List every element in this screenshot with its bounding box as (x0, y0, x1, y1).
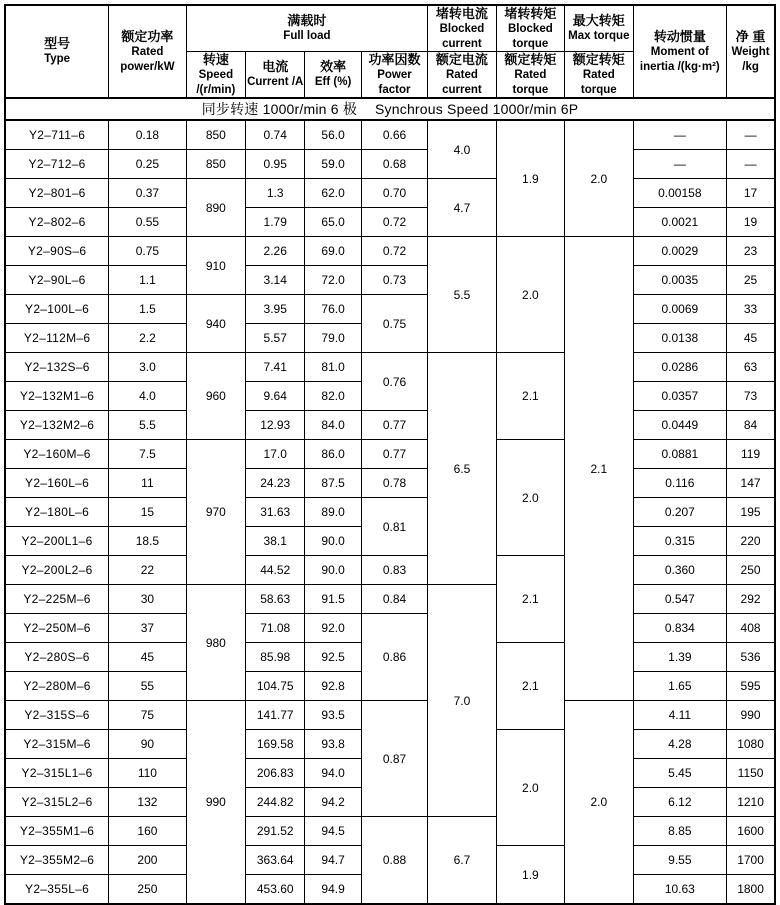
cell-weight: 73 (727, 382, 775, 411)
table-row (5, 179, 775, 208)
cell-weight: 25 (727, 266, 775, 295)
cell-current: 169.58 (246, 730, 305, 759)
cell-weight: 17 (727, 179, 775, 208)
header-weight: 净 重 Weight /kg (727, 5, 775, 98)
cell-current: 141.77 (246, 701, 305, 730)
cell-max-torque: 2.0 (565, 120, 633, 237)
cell-inertia: 0.547 (633, 585, 727, 614)
cell-efficiency: 93.8 (305, 730, 361, 759)
table-row (5, 150, 775, 179)
cell-speed: 890 (186, 179, 245, 237)
cell-rated-power: 160 (109, 817, 187, 846)
cell-current: 453.60 (246, 875, 305, 905)
cell-blocked-current: 5.5 (428, 237, 496, 353)
cell-rated-power: 11 (109, 469, 187, 498)
cell-current: 58.63 (246, 585, 305, 614)
cell-efficiency: 94.0 (305, 759, 361, 788)
table-row (5, 585, 775, 614)
cell-inertia: 0.0029 (633, 237, 727, 266)
cell-rated-power: 7.5 (109, 440, 187, 469)
cell-efficiency: 89.0 (305, 498, 361, 527)
cell-efficiency: 69.0 (305, 237, 361, 266)
cell-weight: 1700 (727, 846, 775, 875)
cell-weight: 33 (727, 295, 775, 324)
cell-weight: 84 (727, 411, 775, 440)
cell-inertia: 5.45 (633, 759, 727, 788)
cell-blocked-current: 7.0 (428, 585, 496, 817)
cell-power-factor: 0.77 (361, 440, 427, 469)
cell-rated-power: 0.55 (109, 208, 187, 237)
cell-blocked-torque: 2.0 (496, 440, 564, 556)
cell-rated-power: 5.5 (109, 411, 187, 440)
cell-rated-power: 0.18 (109, 120, 187, 150)
cell-weight: 220 (727, 527, 775, 556)
cell-inertia: 4.28 (633, 730, 727, 759)
cell-inertia: 0.0069 (633, 295, 727, 324)
cell-inertia: 0.116 (633, 469, 727, 498)
cell-weight: 1800 (727, 875, 775, 905)
table-row (5, 817, 775, 846)
cell-weight: 990 (727, 701, 775, 730)
cell-current: 31.63 (246, 498, 305, 527)
cell-current: 1.3 (246, 179, 305, 208)
cell-weight: — (727, 120, 775, 150)
cell-weight: 23 (727, 237, 775, 266)
cell-current: 1.79 (246, 208, 305, 237)
cell-speed: 960 (186, 353, 245, 440)
cell-efficiency: 56.0 (305, 120, 361, 150)
table-row (5, 701, 775, 730)
cell-efficiency: 93.5 (305, 701, 361, 730)
table-row (5, 411, 775, 440)
cell-efficiency: 76.0 (305, 295, 361, 324)
cell-type: Y2–160M–6 (5, 440, 109, 469)
cell-efficiency: 62.0 (305, 179, 361, 208)
cell-weight: — (727, 150, 775, 179)
cell-inertia: 0.0021 (633, 208, 727, 237)
cell-blocked-current: 6.7 (428, 817, 496, 905)
cell-inertia: 0.00158 (633, 179, 727, 208)
cell-power-factor: 0.68 (361, 150, 427, 179)
cell-current: 0.74 (246, 120, 305, 150)
cell-inertia: 0.0035 (633, 266, 727, 295)
cell-weight: 63 (727, 353, 775, 382)
cell-rated-power: 110 (109, 759, 187, 788)
cell-rated-power: 30 (109, 585, 187, 614)
cell-blocked-torque: 2.1 (496, 643, 564, 730)
cell-efficiency: 82.0 (305, 382, 361, 411)
section-band-row (5, 98, 775, 120)
cell-rated-power: 4.0 (109, 382, 187, 411)
cell-efficiency: 92.0 (305, 614, 361, 643)
header-rated-torque-ratio-blocked: 额定转矩 Rated torque (496, 52, 564, 99)
table-row (5, 440, 775, 469)
cell-current: 2.26 (246, 237, 305, 266)
cell-type: Y2–180L–6 (5, 498, 109, 527)
cell-efficiency: 65.0 (305, 208, 361, 237)
table-row (5, 208, 775, 237)
cell-inertia: 9.55 (633, 846, 727, 875)
cell-weight: 250 (727, 556, 775, 585)
table-row (5, 469, 775, 498)
cell-inertia: — (633, 150, 727, 179)
cell-weight: 292 (727, 585, 775, 614)
cell-inertia: 0.0138 (633, 324, 727, 353)
header-max-torque: 最大转矩 Max torque (565, 5, 633, 52)
cell-current: 9.64 (246, 382, 305, 411)
table-row (5, 498, 775, 527)
cell-type: Y2–90L–6 (5, 266, 109, 295)
cell-power-factor: 0.78 (361, 469, 427, 498)
cell-weight: 536 (727, 643, 775, 672)
header-efficiency: 效率 Eff (%) (305, 52, 361, 99)
cell-rated-power: 45 (109, 643, 187, 672)
cell-speed: 980 (186, 585, 245, 701)
cell-rated-power: 0.25 (109, 150, 187, 179)
cell-blocked-current: 4.7 (428, 179, 496, 237)
cell-power-factor: 0.88 (361, 817, 427, 905)
cell-efficiency: 92.5 (305, 643, 361, 672)
cell-type: Y2–802–6 (5, 208, 109, 237)
cell-speed: 850 (186, 120, 245, 150)
cell-type: Y2–315M–6 (5, 730, 109, 759)
cell-speed: 990 (186, 701, 245, 905)
cell-current: 24.23 (246, 469, 305, 498)
cell-type: Y2–132M1–6 (5, 382, 109, 411)
table-row (5, 237, 775, 266)
cell-inertia: 0.0881 (633, 440, 727, 469)
cell-type: Y2–712–6 (5, 150, 109, 179)
cell-type: Y2–280S–6 (5, 643, 109, 672)
header-inertia: 转动惯量 Moment of inertia /(kg·m²) (633, 5, 727, 98)
table-row (5, 120, 775, 150)
cell-type: Y2–225M–6 (5, 585, 109, 614)
cell-efficiency: 94.7 (305, 846, 361, 875)
cell-inertia: 1.39 (633, 643, 727, 672)
table-row (5, 614, 775, 643)
cell-weight: 1150 (727, 759, 775, 788)
cell-inertia: 8.85 (633, 817, 727, 846)
cell-efficiency: 87.5 (305, 469, 361, 498)
cell-blocked-torque: 1.9 (496, 120, 564, 237)
header-rated-torque-ratio-max: 额定转矩 Rated torque (565, 52, 633, 99)
cell-rated-power: 0.37 (109, 179, 187, 208)
cell-efficiency: 92.8 (305, 672, 361, 701)
header-rated-current-ratio: 额定电流 Rated current (428, 52, 496, 99)
header-blocked-current: 堵转电流 Blocked current (428, 5, 496, 52)
cell-rated-power: 1.1 (109, 266, 187, 295)
cell-inertia: 0.0286 (633, 353, 727, 382)
cell-type: Y2–90S–6 (5, 237, 109, 266)
section-band-cn: 同步转速 1000r/min 6 极 (201, 101, 358, 117)
table-row (5, 353, 775, 382)
table-row (5, 295, 775, 324)
cell-type: Y2–200L1–6 (5, 527, 109, 556)
cell-type: Y2–355M2–6 (5, 846, 109, 875)
cell-blocked-torque: 2.0 (496, 237, 564, 353)
header-power-factor: 功率因数 Power factor (361, 52, 427, 99)
cell-type: Y2–801–6 (5, 179, 109, 208)
cell-inertia: 0.207 (633, 498, 727, 527)
cell-current: 363.64 (246, 846, 305, 875)
cell-max-torque: 2.1 (565, 237, 633, 701)
cell-efficiency: 91.5 (305, 585, 361, 614)
cell-rated-power: 75 (109, 701, 187, 730)
cell-efficiency: 81.0 (305, 353, 361, 382)
cell-current: 44.52 (246, 556, 305, 585)
cell-rated-power: 22 (109, 556, 187, 585)
cell-power-factor: 0.72 (361, 237, 427, 266)
cell-current: 5.57 (246, 324, 305, 353)
cell-weight: 19 (727, 208, 775, 237)
cell-current: 12.93 (246, 411, 305, 440)
cell-blocked-current: 6.5 (428, 353, 496, 585)
cell-type: Y2–112M–6 (5, 324, 109, 353)
cell-inertia: 4.11 (633, 701, 727, 730)
cell-type: Y2–250M–6 (5, 614, 109, 643)
cell-power-factor: 0.77 (361, 411, 427, 440)
cell-type: Y2–315L2–6 (5, 788, 109, 817)
cell-inertia: 0.834 (633, 614, 727, 643)
cell-current: 17.0 (246, 440, 305, 469)
cell-efficiency: 94.2 (305, 788, 361, 817)
cell-current: 206.83 (246, 759, 305, 788)
table-body (5, 120, 775, 904)
table-row (5, 266, 775, 295)
cell-inertia: 0.315 (633, 527, 727, 556)
cell-weight: 595 (727, 672, 775, 701)
cell-type: Y2–100L–6 (5, 295, 109, 324)
cell-current: 291.52 (246, 817, 305, 846)
cell-power-factor: 0.83 (361, 556, 427, 585)
cell-power-factor: 0.70 (361, 179, 427, 208)
section-band-en: Synchrous Speed 1000r/min 6P (375, 101, 579, 117)
cell-weight: 1210 (727, 788, 775, 817)
cell-current: 3.95 (246, 295, 305, 324)
cell-current: 38.1 (246, 527, 305, 556)
cell-weight: 119 (727, 440, 775, 469)
cell-type: Y2–200L2–6 (5, 556, 109, 585)
cell-rated-power: 1.5 (109, 295, 187, 324)
cell-current: 104.75 (246, 672, 305, 701)
section-band (5, 98, 775, 120)
cell-blocked-torque: 2.1 (496, 353, 564, 440)
cell-rated-power: 37 (109, 614, 187, 643)
cell-inertia: 0.0449 (633, 411, 727, 440)
cell-efficiency: 86.0 (305, 440, 361, 469)
header-full-load: 满载时 Full load (186, 5, 428, 52)
header-current: 电流 Current /A (246, 52, 305, 99)
table-row (5, 556, 775, 585)
cell-current: 85.98 (246, 643, 305, 672)
cell-type: Y2–132M2–6 (5, 411, 109, 440)
cell-current: 3.14 (246, 266, 305, 295)
cell-efficiency: 90.0 (305, 556, 361, 585)
cell-speed: 910 (186, 237, 245, 295)
cell-current: 71.08 (246, 614, 305, 643)
cell-rated-power: 3.0 (109, 353, 187, 382)
header-row-top (5, 5, 775, 52)
cell-power-factor: 0.75 (361, 295, 427, 353)
cell-weight: 45 (727, 324, 775, 353)
cell-efficiency: 59.0 (305, 150, 361, 179)
cell-rated-power: 2.2 (109, 324, 187, 353)
cell-inertia: 0.360 (633, 556, 727, 585)
cell-inertia: 6.12 (633, 788, 727, 817)
cell-rated-power: 18.5 (109, 527, 187, 556)
cell-type: Y2–315L1–6 (5, 759, 109, 788)
cell-type: Y2–315S–6 (5, 701, 109, 730)
cell-power-factor: 0.72 (361, 208, 427, 237)
cell-rated-power: 132 (109, 788, 187, 817)
cell-blocked-current: 4.0 (428, 120, 496, 179)
motor-spec-table (4, 4, 776, 905)
cell-speed: 850 (186, 150, 245, 179)
cell-rated-power: 0.75 (109, 237, 187, 266)
cell-weight: 147 (727, 469, 775, 498)
cell-weight: 408 (727, 614, 775, 643)
cell-power-factor: 0.73 (361, 266, 427, 295)
cell-rated-power: 200 (109, 846, 187, 875)
cell-speed: 970 (186, 440, 245, 585)
cell-efficiency: 84.0 (305, 411, 361, 440)
cell-power-factor: 0.84 (361, 585, 427, 614)
cell-efficiency: 94.9 (305, 875, 361, 905)
cell-rated-power: 15 (109, 498, 187, 527)
cell-weight: 1600 (727, 817, 775, 846)
cell-efficiency: 94.5 (305, 817, 361, 846)
header-speed: 转速 Speed /(r/min) (186, 52, 245, 99)
cell-rated-power: 250 (109, 875, 187, 905)
cell-rated-power: 55 (109, 672, 187, 701)
cell-current: 244.82 (246, 788, 305, 817)
cell-inertia: 10.63 (633, 875, 727, 905)
cell-type: Y2–160L–6 (5, 469, 109, 498)
cell-power-factor: 0.66 (361, 120, 427, 150)
cell-speed: 940 (186, 295, 245, 353)
cell-inertia: 0.0357 (633, 382, 727, 411)
header-blocked-torque: 堵转转矩 Blocked torque (496, 5, 564, 52)
cell-type: Y2–280M–6 (5, 672, 109, 701)
cell-current: 7.41 (246, 353, 305, 382)
cell-current: 0.95 (246, 150, 305, 179)
cell-weight: 1080 (727, 730, 775, 759)
cell-efficiency: 90.0 (305, 527, 361, 556)
cell-weight: 195 (727, 498, 775, 527)
cell-power-factor: 0.81 (361, 498, 427, 556)
cell-inertia: — (633, 120, 727, 150)
cell-power-factor: 0.86 (361, 614, 427, 701)
cell-power-factor: 0.87 (361, 701, 427, 817)
cell-type: Y2–355L–6 (5, 875, 109, 905)
cell-rated-power: 90 (109, 730, 187, 759)
cell-type: Y2–711–6 (5, 120, 109, 150)
cell-blocked-torque: 2.1 (496, 556, 564, 643)
cell-type: Y2–355M1–6 (5, 817, 109, 846)
cell-max-torque: 2.0 (565, 701, 633, 905)
header-type: 型号 Type (5, 5, 109, 98)
cell-blocked-torque: 2.0 (496, 730, 564, 846)
header-rated-power: 额定功率 Rated power/kW (109, 5, 187, 98)
cell-power-factor: 0.76 (361, 353, 427, 411)
cell-efficiency: 72.0 (305, 266, 361, 295)
cell-type: Y2–132S–6 (5, 353, 109, 382)
cell-blocked-torque: 1.9 (496, 846, 564, 905)
cell-efficiency: 79.0 (305, 324, 361, 353)
cell-inertia: 1.65 (633, 672, 727, 701)
